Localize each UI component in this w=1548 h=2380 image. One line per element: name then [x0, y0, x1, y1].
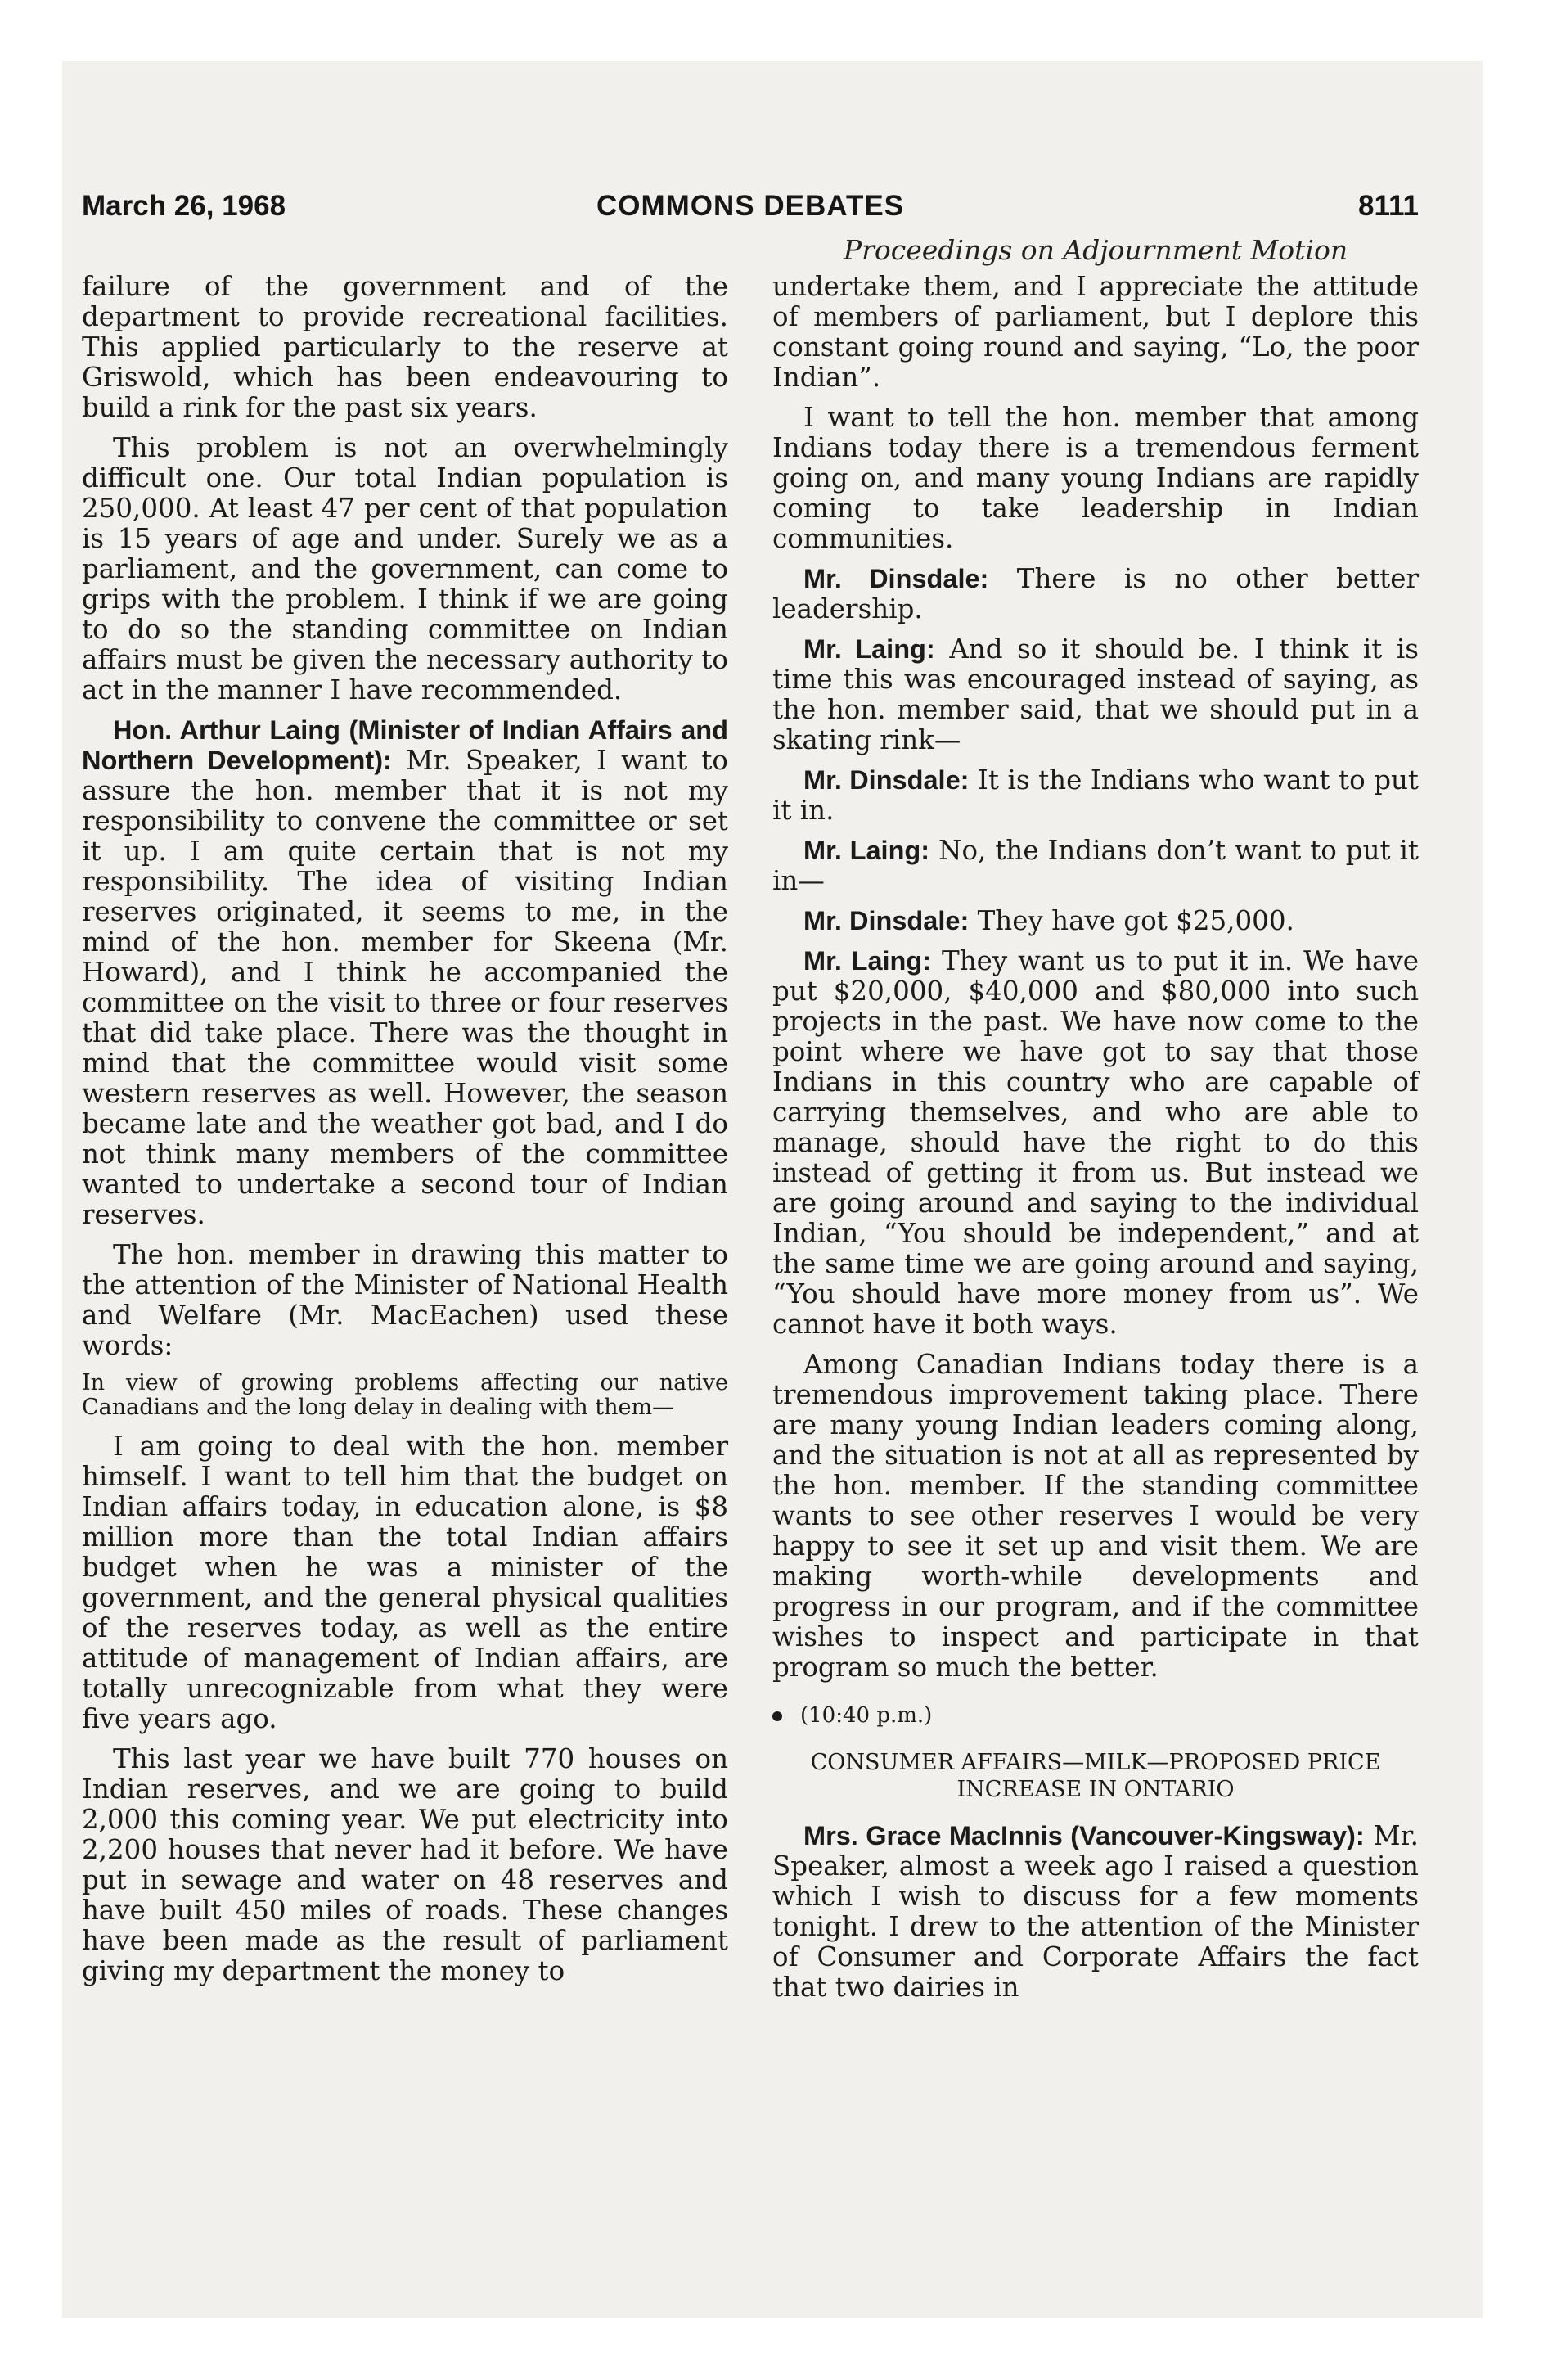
paragraph: failure of the government and of the department to provide recreational facilities. This applied particularly to the reserve at Griswold, which has been endeavouring to build a rink for the past six years.: [82, 271, 728, 423]
paragraph: This last year we have built 770 houses on Indian reserves, and we are going to build 2,000 this coming year. We put electricity into 2,200 houses that never had it before. We have put in sewage and water on 48 reserves and have built 450 miles of roads. These changes have been made as the result of parliament giving my department the money to: [82, 1743, 728, 1986]
speech-paragraph: [772, 906, 1419, 936]
speech-text: There is no other better leadership.: [772, 563, 1419, 624]
speech-paragraph: [772, 1821, 1419, 2003]
paragraph: I want to tell the hon. member that among Indians today there is a tremendous ferment going on, and many young Indians are rapidly coming to take leadership in Indian communities.: [772, 402, 1419, 554]
paragraph: undertake them, and I appreciate the attitude of members of parliament, but I deplore this constant going round and saying, “Lo, the poor Indian”.: [772, 271, 1419, 393]
timestamp: [772, 1701, 1419, 1731]
right-column: [772, 272, 1419, 2013]
speech-paragraph: [772, 634, 1419, 755]
page-header: [82, 190, 1419, 231]
paragraph: I am going to deal with the hon. member himself. I want to tell him that the budget on Indian affairs today, in education alone, is $8 million more than the total Indian affairs budget when he was a minister of the government, and the general physical qualities of the reserves today, as well as the entire attitude of management of Indian affairs, are totally unrecognizable from what they were five years ago.: [82, 1431, 728, 1734]
speech-paragraph: [772, 564, 1419, 624]
speech-text: No, the Indians don’t want to put it in—: [772, 835, 1419, 896]
speech-paragraph: [772, 765, 1419, 826]
paragraph: This problem is not an overwhelmingly difficult one. Our total Indian population is 250,000. At least 47 per cent of that population is 15 years of age and under. Surely we as a parliament, and the government, can come to grips with the problem. I think if we are going to do so the standing committee on Indian affairs must be given the necessary authority to act in the manner I have recommended.: [82, 432, 728, 705]
timestamp-text: (10:40 p.m.): [800, 1703, 933, 1728]
header-title: COMMONS DEBATES: [596, 190, 905, 222]
header-subtitle: Proceedings on Adjournment Motion: [843, 234, 1348, 266]
speaker-name: Hon. Arthur Laing (Minister of Indian Affairs and Northern Development):: [82, 715, 728, 775]
section-heading: CONSUMER AFFAIRS—MILK—PROPOSED PRICE INCREASE IN ONTARIO: [810, 1750, 1381, 1802]
paragraph: The hon. member in drawing this matter to the attention of the Minister of National Health and Welfare (Mr. MacEachen) used these words:: [82, 1239, 728, 1361]
speech-paragraph: [772, 836, 1419, 896]
bullet-icon: [772, 1711, 782, 1721]
speech-text: Mr. Speaker, I want to assure the hon. member that it is not my responsibility to convene the committee or set it up. I am quite certain that is not my responsibility. The idea of visiting Indian reserves originated, it seems to me, in the mind of the hon. member for Skeena (Mr. Howard), and I think he accompanied the committee on the visit to three or four reserves that did take place. There was the thought in mind that the committee would visit some western reserves as well. However, the season became late and the weather got bad, and I do not think many members of the committee wanted to undertake a second tour of Indian reserves.: [82, 745, 729, 1230]
header-page-number: 8111: [1358, 190, 1419, 222]
paragraph: Among Canadian Indians today there is a tremendous improvement taking place. There are many young Indian leaders coming along, and the situation is not at all as represented by the hon. member. If the standing committee wants to see other reserves I would be very happy to see it set up and visit them. We are making worth-while developments and progress in our program, and if the committee wishes to inspect and participate in that program so much the better.: [772, 1349, 1419, 1683]
speaker-name: Mr. Dinsdale:: [803, 564, 989, 593]
speaker-name: Mr. Laing:: [803, 836, 930, 865]
speaker-name: Mr. Dinsdale:: [803, 906, 970, 935]
speaker-name: Mrs. Grace MacInnis (Vancouver-Kingsway):: [803, 1821, 1365, 1850]
speaker-name: Mr. Dinsdale:: [803, 765, 970, 795]
quotation: In view of growing problems affecting our native Canadians and the long delay in dealing with them—: [82, 1370, 728, 1420]
speaker-name: Mr. Laing:: [803, 634, 935, 664]
speech-text: And so it should be. I think it is time this was encouraged instead of saying, as the hon. member said, that we should put in a skating rink—: [772, 633, 1419, 755]
speech-paragraph: [82, 715, 728, 1230]
header-date: March 26, 1968: [82, 190, 286, 222]
speech-text: They have got $25,000.: [969, 905, 1294, 936]
speech-paragraph: [772, 946, 1419, 1340]
speech-text: Mr. Speaker, almost a week ago I raised a question which I wish to discuss for a few moments tonight. I drew to the attention of the Minister of Consumer and Corporate Affairs the fact that two dairies in: [772, 1820, 1420, 2003]
speech-text: It is the Indians who want to put it in.: [772, 764, 1419, 826]
left-column: [82, 272, 728, 1996]
speech-text: They want us to put it in. We have put $20,000, $40,000 and $80,000 into such projects in the past. We have now come to the point where we have got to say that those Indians in this country who are capable of carrying themselves, and who are able to manage, should have the right to do this instead of getting it from us. But instead we are going around and saying to the individual Indian, “You should be independent,” and at the same time we are going around and saying, “You should have more money from us”. We cannot have it both ways.: [772, 945, 1419, 1340]
speaker-name: Mr. Laing:: [803, 946, 932, 976]
